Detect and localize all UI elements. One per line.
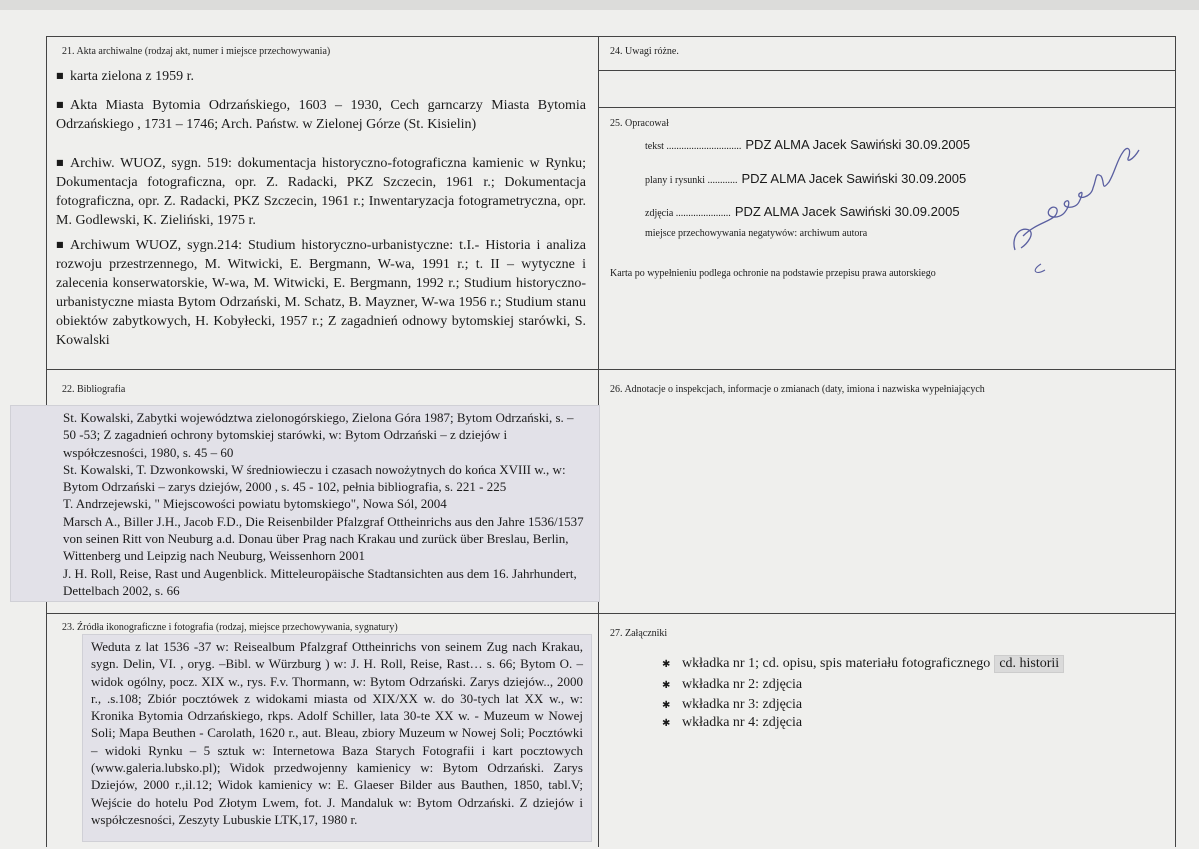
- attachment-text: wkładka nr 2: zdjęcia: [682, 677, 803, 692]
- section-25-label: 25. Opracował: [610, 118, 669, 129]
- section-22-label: 22. Bibliografia: [62, 384, 126, 395]
- section-21-item: ■ Akta Miasta Bytomia Odrzańskiego, 1603 – 1930, Cech garncarzy Miasta Bytomia Odrzańskiego , 1731 – 1746; Arch. Państw. w Zielonej Górze (St. Kisielin): [56, 98, 586, 132]
- iconography-pasted-slip: [82, 634, 592, 842]
- negatives-location: miejsce przechowywania negatywów: archiwum autora: [645, 228, 868, 239]
- divider-25-26: [598, 369, 1175, 370]
- handwritten-signature: [1005, 120, 1155, 290]
- iconography-text: Weduta z lat 1536 -37 w: Reisealbum Pfalzgraf Ottheinrichs von seinem Zug nach Krakau, sygn. Delin, VI. , oryg. –Bibl. w Würzburg ) w: J. H. Roll, Reise, Rast… s. 66; Bytom O. – widok ogólny, pocz. XIX w., rys. F.v. Thormann, w: Bytom Odrzański. Zarys dziejów.., 2000 r., .s.108; Zbiór pocztówek z widokami miasta od XIX/XX w. do 30-tych lat XX w., w: Kronika Bytomia Odrzańskiego, rkps. Adolf Schiller, lata 30-te XX w. - Muzeum w Nowej Soli; Mapa Beuthen - Carolath, 1620 r., aut. Bleau, zbiory Muzeum w Nowej Soli; Pocztówki – widoki Rynku – 5 sztuk w: Internetowa Baza Starych Fotografii i kart pocztowych (www.galeria.lubsko.pl); Widok przedwojenny kamienicy w: Bytom Odrzański. Zarys Dziejów, 2000 r.,il.12; Widok kamienicy w: E. Glaeser Bilder aus Bauthen, 1850, tabl.V; Wejście do hotelu Pod Złotym Lwem, fot. J. Mandaluk w: Bytom Odrzański. Z dziejów i współczesności, Zeszyty Lubuskie LTK,17, 1980 r.: [91, 639, 583, 827]
- divider-24-top: [598, 70, 1175, 71]
- section-21-item: ■ Archiw. WUOZ, sygn. 519: dokumentacja historyczno-fotograficzna kamienic w Rynku; Dokumentacja fotograficzna, opr. Z. Radacki, PKZ Szczecin, 1961 r.; Dokumentacja fotograficzna, opr. Z. Radacki, PKZ Szczecin, 1961 r.; Inwentaryzacja fotogrametryczna, opr. M. Godlewski, K. Zieliński, 1975 r.: [56, 156, 586, 228]
- section-21-item-text: Archiw. WUOZ, sygn. 519: dokumentacja historyczno-fotograficzna kamienic w Rynku; Dokumentacja fotograficzna, opr. Z. Radacki, PKZ Szczecin, 1961 r.; Dokumentacja fotograficzna, opr. Z. Radacki, PKZ Szczecin, 1961 r.; Inwentaryzacja fotogrametryczna, opr. M. Godlewski, K. Zieliński, 1975 r.: [56, 156, 586, 228]
- author-row-key: tekst ..............................: [645, 141, 742, 152]
- section-21-item-text: karta zielona z 1959 r.: [70, 69, 195, 84]
- attachment-item: ✱ wkładka nr 1; cd. opisu, spis materiału fotograficznego cd. historii: [662, 655, 1064, 673]
- attachment-item: ✱ wkładka nr 4: zdjęcia: [662, 715, 803, 730]
- divider-22-23: [47, 613, 598, 614]
- author-row-text: [645, 137, 970, 152]
- section-26-label: 26. Adnotacje o inspekcjach, informacje o zmianach (daty, imiona i nazwiska wypełniających: [610, 384, 985, 395]
- author-row-value: PDZ ALMA Jacek Sawiński 30.09.2005: [741, 171, 967, 186]
- attachment-item: ✱ wkładka nr 3: zdjęcia: [662, 697, 803, 712]
- attachment-text: wkładka nr 3: zdjęcia: [682, 697, 803, 712]
- section-23-label: 23. Źródła ikonograficzne i fotografia (rodzaj, miejsce przechowywania, sygnatury): [62, 622, 398, 633]
- bibliography-entry: Marsch A., Biller J.H., Jacob F.D., Die Reisenbilder Pfalzgraf Ottheinrichs aus den Jahre 1536/1537 von seinen Ritt von Neuburg a.d. Donau über Prag nach Krakau und zurück über Breslau, Berlin, Wittenberg und Leipzig nach Neuburg, Weissenhorn 2001: [63, 513, 584, 564]
- attachment-text: wkładka nr 4: zdjęcia: [682, 715, 803, 730]
- bibliography-entry: J. H. Roll, Reise, Rast und Augenblick. Mitteleuropäische Stadtansichten aus dem 16. Jahrhundert, Dettelbach 2002, s. 66: [63, 565, 577, 598]
- bibliography-entry: St. Kowalski, Zabytki województwa zielonogórskiego, Zielona Góra 1987; Bytom Odrzański, s. – 50 -53; Z zagadnień ochrony bytomskiej starówki, w: Bytom Odrzański – z dziejów i współczesności, 1980, s. 45 – 60: [63, 410, 574, 460]
- scan-edge: [0, 0, 1199, 10]
- author-row-value: PDZ ALMA Jacek Sawiński 30.09.2005: [745, 137, 971, 152]
- section-21-label: 21. Akta archiwalne (rodzaj akt, numer i miejsce przechowywania): [62, 46, 331, 57]
- attachment-item: ✱ wkładka nr 2: zdjęcia: [662, 677, 803, 692]
- section-21-item-text: Akta Miasta Bytomia Odrzańskiego, 1603 – 1930, Cech garncarzy Miasta Bytomia Odrzańskiego , 1731 – 1746; Arch. Państw. w Zielonej Górze (St. Kisielin): [56, 98, 586, 132]
- section-27-label: 27. Załączniki: [610, 628, 668, 639]
- author-row-key: zdjęcia ......................: [645, 208, 731, 219]
- bibliography-pasted-slip: [10, 405, 600, 602]
- section-21-item: ■ Archiwum WUOZ, sygn.214: Studium historyczno-urbanistyczne: t.I.- Historia i analiza rozwoju przestrzennego, M. Witwicki, E. Bergmann, W-wa, 1991 r.; t. II – wytyczne i zalecenia konserwatorskie, W-wa, M. Witwicki, E. Bergmann, 1992 r.; Studium historyczno-urbanistyczne miasta Bytom Odrzański, M. Schatz, B. Mayzner, W-wa 1956 r.; Studium stanu obiektów zabytkowych, H. Kobyłecki, 1957 r.; Z zagadnień odnowy bytomskiej starówki, S. Kowalski: [56, 238, 586, 348]
- history-box: cd. historii: [994, 655, 1064, 673]
- author-row-value: PDZ ALMA Jacek Sawiński 30.09.2005: [734, 204, 960, 219]
- author-row-plans: [645, 171, 966, 186]
- bibliography-entry: T. Andrzejewski, " Miejscowości powiatu bytomskiego", Nowa Sól, 2004: [63, 496, 447, 512]
- bibliography-entry: St. Kowalski, T. Dzwonkowski, W średniowieczu i czasach nowożytnych do końca XVIII w., w: Bytom Odrzański – zarys dziejów, 2000 , s. 45 - 102, pełnia bibliografia, s. 221 - 225: [63, 461, 566, 495]
- section-21-item-text: Archiwum WUOZ, sygn.214: Studium historyczno-urbanistyczne: t.I.- Historia i analiza rozwoju przestrzennego, M. Witwicki, E. Bergmann, W-wa, 1991 r.; t. II – wytyczne i zalecenia konserwatorskie, W-wa, M. Witwicki, E. Bergmann, 1992 r.; Studium historyczno-urbanistyczne miasta Bytom Odrzański, M. Schatz, B. Mayzner, W-wa 1956 r.; Studium stanu obiektów zabytkowych, H. Kobyłecki, 1957 r.; Z zagadnień odnowy bytomskiej starówki, S. Kowalski: [56, 238, 586, 348]
- section-21-item: ■ karta zielona z 1959 r.: [56, 69, 195, 84]
- divider-24-25: [598, 107, 1175, 108]
- divider-26-27: [598, 613, 1175, 614]
- author-row-photos: [645, 204, 960, 219]
- copyright-note: Karta po wypełnieniu podlega ochronie na podstawie przepisu prawa autorskiego: [610, 268, 936, 279]
- author-row-key: plany i rysunki ............: [645, 175, 738, 186]
- divider-21-22: [47, 369, 598, 370]
- section-24-label: 24. Uwagi różne.: [610, 46, 679, 57]
- attachment-text: wkładka nr 1; cd. opisu, spis materiału fotograficznego: [682, 656, 991, 671]
